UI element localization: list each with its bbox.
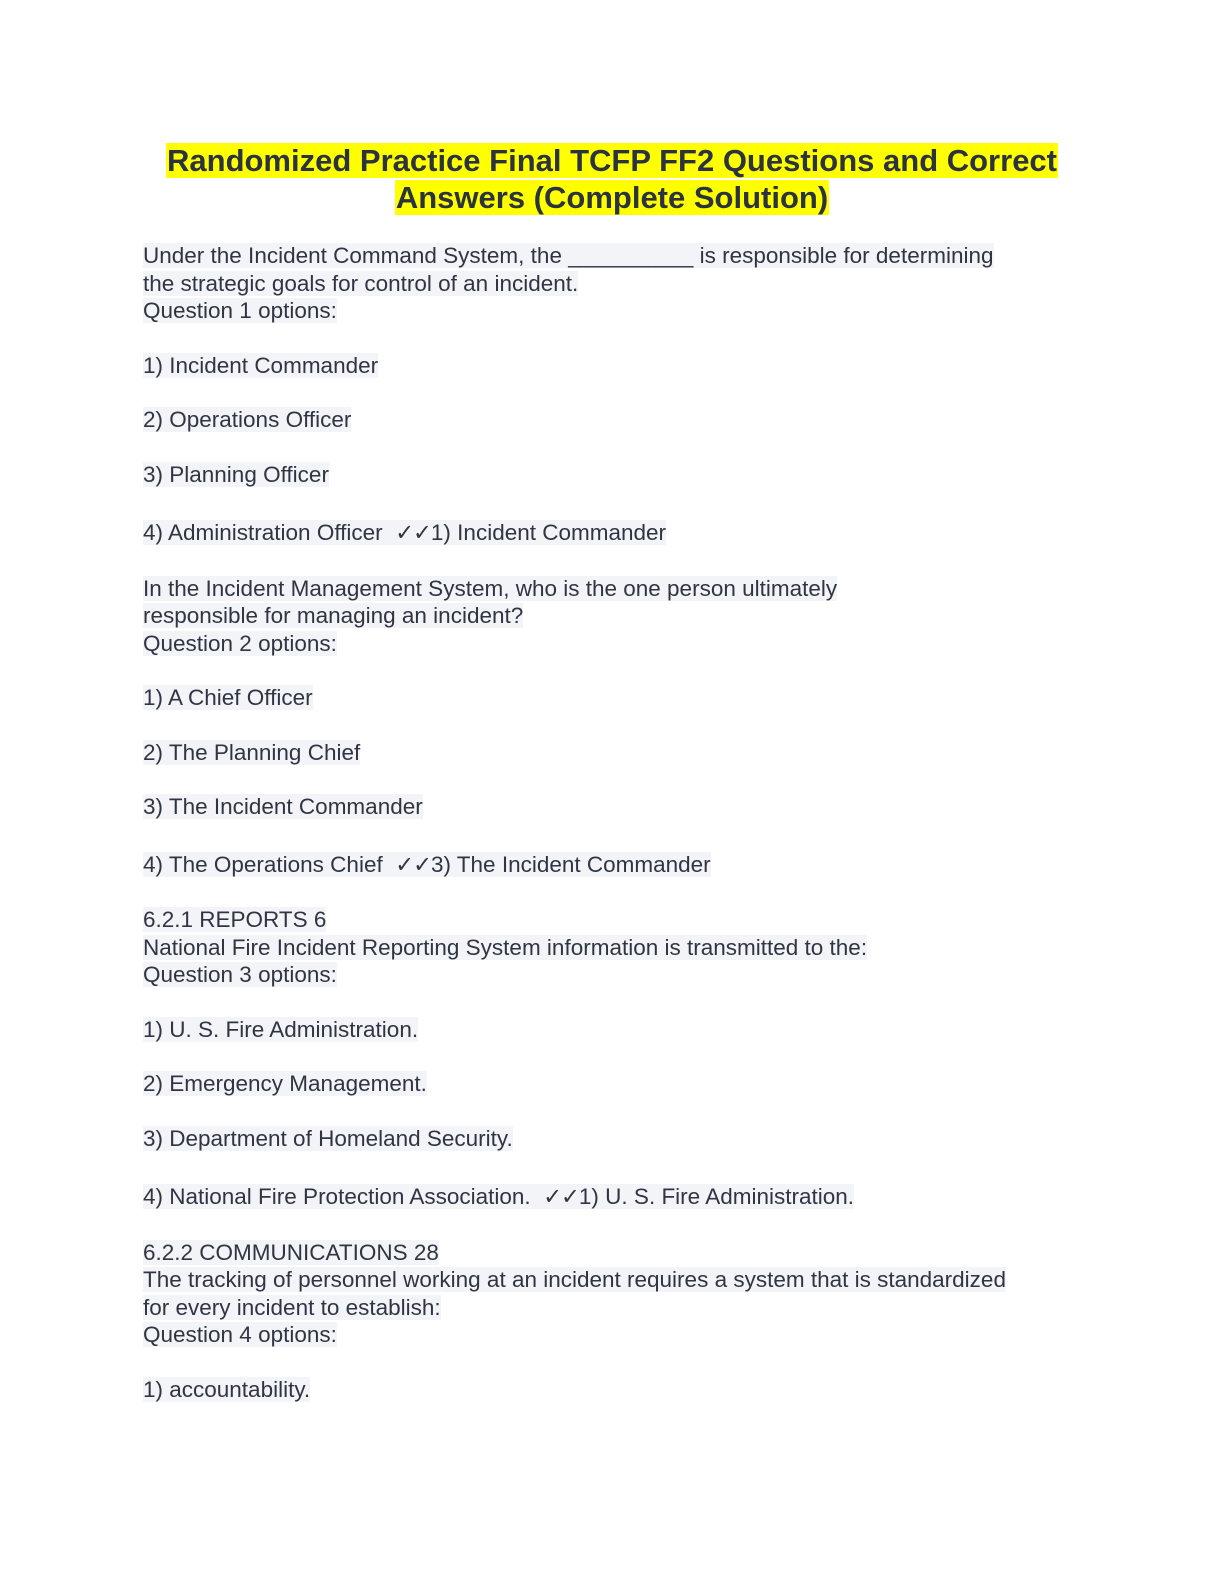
- question-1-option-4: 4) Administration Officer: [143, 520, 383, 545]
- question-3-stem-line-1: National Fire Incident Reporting System information is transmitted to the:: [143, 934, 868, 960]
- question-3-option-1: 1) U. S. Fire Administration.: [143, 1016, 419, 1042]
- question-3-option-2: 2) Emergency Management.: [143, 1071, 427, 1096]
- question-1-stem-line-2: the strategic goals for control of an incident.: [143, 270, 579, 296]
- question-2-option-1: 1) A Chief Officer: [143, 685, 313, 710]
- question-4: [143, 1239, 1103, 1404]
- question-1-option-2: 2) Operations Officer: [143, 407, 352, 432]
- question-1-answer: 1) Incident Commander: [430, 520, 667, 545]
- question-3-option-4-answer: [143, 1183, 1103, 1211]
- question-2-answer: 3) The Incident Commander: [430, 851, 711, 877]
- question-2: [143, 575, 1103, 879]
- question-2-option-4: 4) The Operations Chief: [143, 851, 383, 877]
- question-1-stem-line-1: Under the Incident Command System, the __________ is responsible for determining: [143, 243, 994, 268]
- question-2-option-2: 2) The Planning Chief: [143, 739, 361, 765]
- question-1-option-3: 3) Planning Officer: [143, 461, 329, 487]
- question-3-check-icon: ✓✓: [543, 1184, 579, 1209]
- question-4-stem-line-2: for every incident to establish:: [143, 1294, 441, 1320]
- question-3-section: 6.2.1 REPORTS 6: [143, 907, 327, 932]
- question-4-section: 6.2.2 COMMUNICATIONS 28: [143, 1239, 439, 1265]
- question-3-option-3: 3) Department of Homeland Security.: [143, 1125, 513, 1151]
- question-1-option-4-answer: [143, 519, 1103, 547]
- question-2-options-label: Question 2 options:: [143, 630, 337, 656]
- question-4-options-label: Question 4 options:: [143, 1322, 337, 1347]
- question-2-option-4-answer: [143, 851, 1103, 879]
- question-3: [143, 906, 1103, 1211]
- question-2-option-3: 3) The Incident Commander: [143, 794, 423, 819]
- page-title: [100, 142, 1124, 216]
- question-4-option-1: 1) accountability.: [143, 1376, 311, 1402]
- question-3-answer: 1) U. S. Fire Administration.: [578, 1184, 855, 1209]
- question-2-stem-line-1: In the Incident Management System, who is the one person ultimately: [143, 575, 838, 601]
- question-2-stem-line-2: responsible for managing an incident?: [143, 603, 524, 628]
- question-1-check-icon: ✓✓: [395, 520, 431, 545]
- question-1: [143, 242, 1103, 547]
- question-1-option-1: 1) Incident Commander: [143, 352, 379, 378]
- question-2-check-icon: ✓✓: [395, 851, 431, 877]
- question-1-options-label: Question 1 options:: [143, 298, 337, 323]
- question-3-options-label: Question 3 options:: [143, 962, 337, 987]
- question-4-stem-line-1: The tracking of personnel working at an incident requires a system that is standardized: [143, 1267, 1006, 1292]
- question-list: [143, 242, 1103, 1430]
- title-line-1: Randomized Practice Final TCFP FF2 Questions and Correct: [167, 143, 1057, 178]
- question-3-option-4: 4) National Fire Protection Association.: [143, 1184, 531, 1209]
- title-line-2: Answers (Complete Solution): [395, 180, 829, 215]
